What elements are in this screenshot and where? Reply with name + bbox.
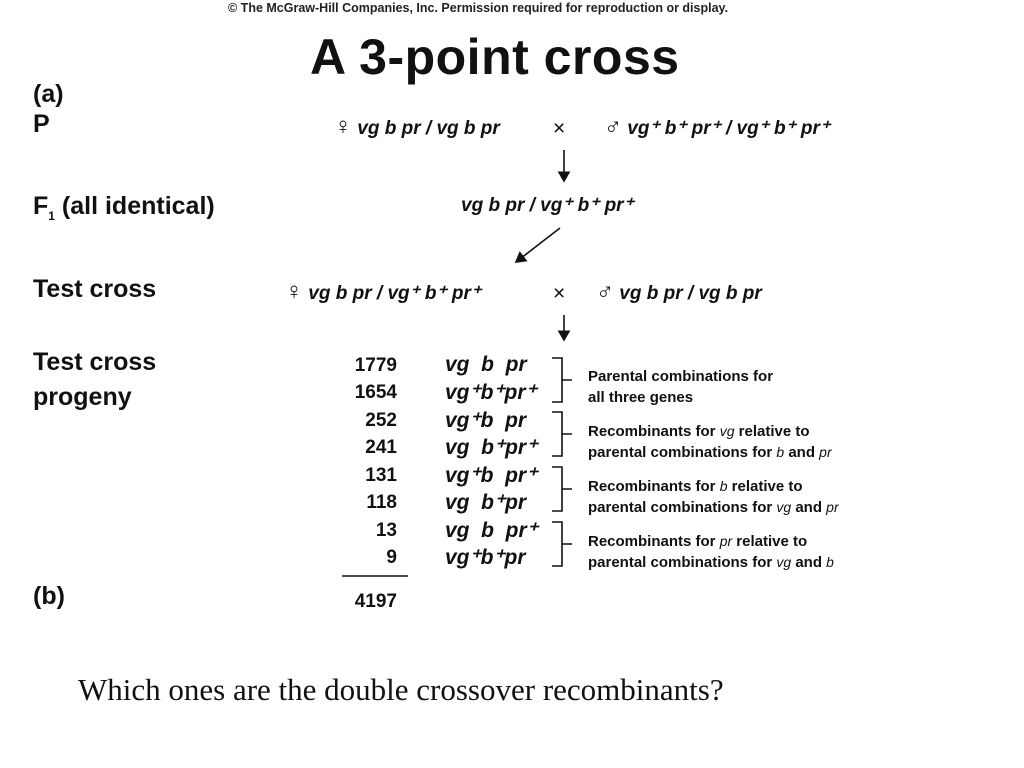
- progeny-count: 13: [375, 520, 397, 541]
- progeny-count: 1654: [354, 382, 397, 403]
- progeny-genotype: vg b⁺pr⁺: [445, 436, 538, 459]
- gene-symbol: vg: [719, 423, 735, 439]
- gene-symbol: b: [719, 478, 728, 494]
- progeny-count: 9: [386, 547, 397, 568]
- progeny-total: 4197: [354, 591, 397, 612]
- group-text: Recombinants for: [588, 423, 720, 440]
- f1-subscript: 1: [48, 209, 55, 223]
- slide-title: A 3-point cross: [310, 29, 680, 85]
- gene-symbol: b: [826, 554, 834, 570]
- progeny-count: 241: [365, 437, 397, 458]
- group-text: Recombinants for: [588, 533, 720, 550]
- p-female-genotype: vg b pr / vg b pr: [357, 118, 500, 139]
- progeny-count: 1779: [354, 355, 397, 376]
- cross-times-symbol: ×: [553, 117, 566, 140]
- f1-text: (all identical): [54, 192, 215, 220]
- gene-symbol: pr: [819, 444, 832, 460]
- group-text: parental combinations for: [588, 444, 777, 461]
- copyright-notice: © The McGraw-Hill Companies, Inc. Permission required for reproduction or display.: [228, 1, 729, 15]
- f1-letter: F: [33, 192, 49, 220]
- male-symbol-icon: ♂: [596, 278, 614, 305]
- group-text: Recombinants for: [588, 478, 720, 495]
- progeny-count: 131: [365, 465, 397, 486]
- progeny-genotype: vg b pr: [445, 353, 527, 376]
- progeny-count: 118: [366, 492, 397, 513]
- bracket-pr: [552, 522, 572, 566]
- gene-symbol: pr: [826, 499, 839, 515]
- group-line: all three genes: [588, 389, 694, 406]
- part-b-label: (b): [33, 582, 65, 610]
- gene-symbol: vg: [776, 554, 792, 570]
- group-text: and: [784, 444, 820, 461]
- diagonal-arrow-icon: [516, 228, 560, 262]
- group-text: and: [791, 554, 827, 571]
- test-cross-female-genotype: vg b pr / vg⁺ b⁺ pr⁺: [308, 283, 481, 304]
- cross-times-symbol: ×: [553, 282, 566, 305]
- group-text: relative to: [734, 423, 810, 440]
- progeny-genotype: vg⁺b⁺pr⁺: [445, 381, 537, 404]
- group-text: relative to: [727, 478, 803, 495]
- f1-genotype: vg b pr / vg⁺ b⁺ pr⁺: [461, 195, 634, 216]
- p-male-genotype: vg⁺ b⁺ pr⁺ / vg⁺ b⁺ pr⁺: [627, 118, 830, 139]
- bracket-b: [552, 467, 572, 511]
- progeny-genotype: vg b pr⁺: [445, 519, 538, 542]
- test-cross-label: Test cross: [33, 275, 157, 303]
- progeny-count: 252: [365, 410, 397, 431]
- male-symbol-icon: ♂: [604, 113, 622, 140]
- progeny-label-line2: progeny: [33, 383, 132, 411]
- bracket-parental: [552, 358, 572, 402]
- question-text: Which ones are the double crossover recombinants?: [78, 672, 724, 707]
- gene-symbol: b: [776, 444, 785, 460]
- female-symbol-icon: ♀: [334, 113, 352, 140]
- female-symbol-icon: ♀: [285, 278, 303, 305]
- group-text: parental combinations for: [588, 499, 777, 516]
- progeny-genotype: vg b⁺pr: [445, 491, 527, 514]
- group-text: relative to: [732, 533, 808, 550]
- gene-symbol: pr: [719, 533, 733, 549]
- progeny-genotype: vg⁺b⁺pr: [445, 546, 526, 569]
- p-generation-label: P: [33, 110, 50, 138]
- group-line: Parental combinations for: [588, 368, 774, 385]
- group-text: and: [791, 499, 827, 516]
- part-a-label: (a): [33, 80, 64, 108]
- gene-symbol: vg: [776, 499, 792, 515]
- bracket-vg: [552, 412, 572, 456]
- progeny-label-line1: Test cross: [33, 348, 157, 376]
- group-text: parental combinations for: [588, 554, 777, 571]
- progeny-genotype: vg⁺b pr⁺: [445, 464, 538, 487]
- progeny-genotype: vg⁺b pr: [445, 409, 527, 432]
- test-cross-male-genotype: vg b pr / vg b pr: [619, 283, 762, 304]
